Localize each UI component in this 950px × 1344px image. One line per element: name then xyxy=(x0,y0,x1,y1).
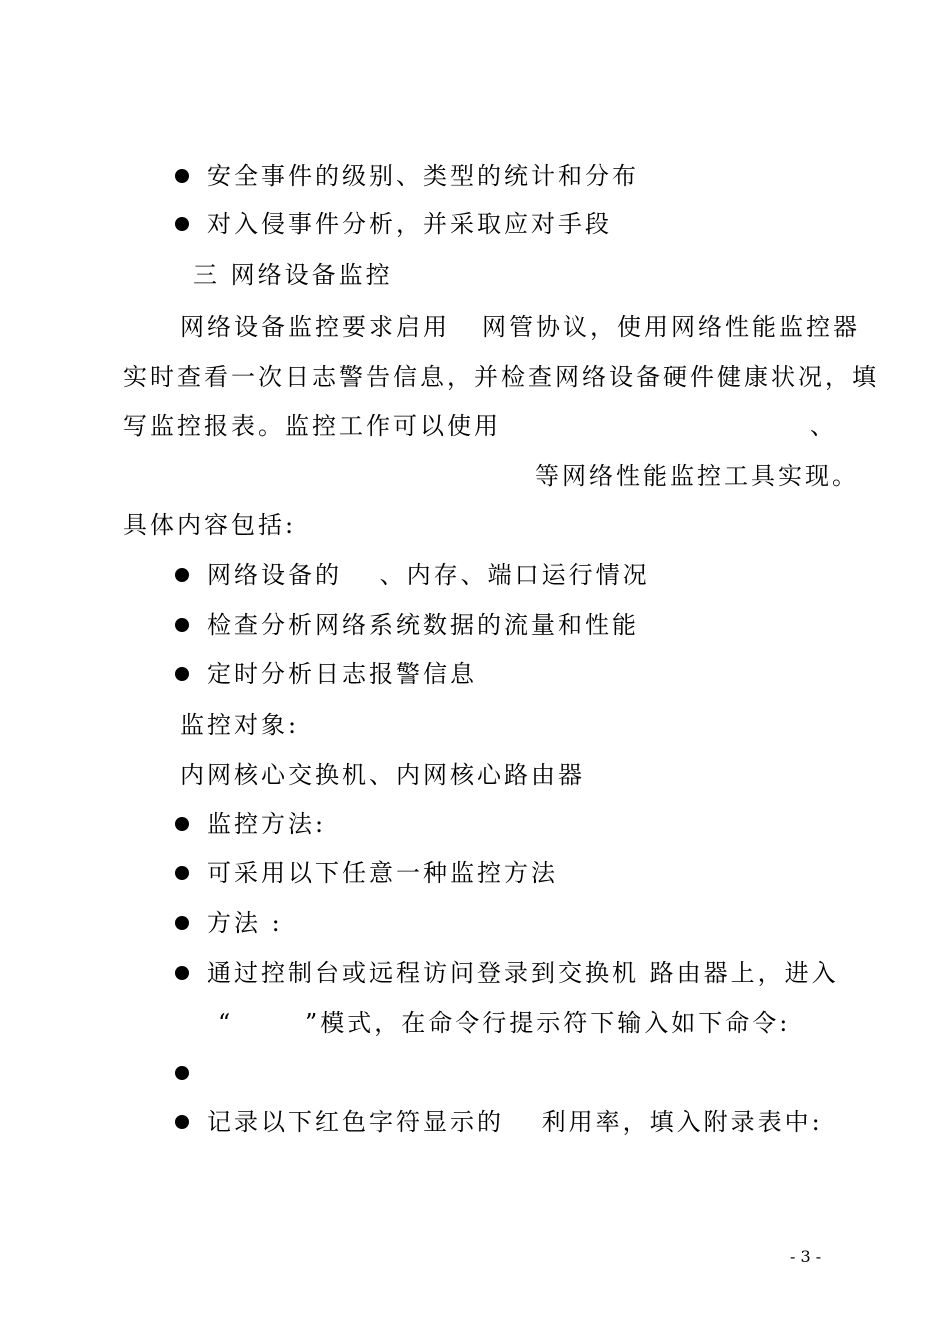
mode-line-rest: ”模式，在命令行提示符下输入如下命令: xyxy=(305,1009,791,1037)
list-item: 定时分析日志报警信息 xyxy=(207,660,477,688)
bullet-icon xyxy=(175,866,189,880)
paragraph-line-2: 实时查看一次日志警告信息，并检查网络设备硬件健康状况，填 xyxy=(123,363,879,391)
list-item: 可采用以下任意一种监控方法 xyxy=(207,859,558,887)
paragraph-line-1b: 网管协议，使用网络性能监控器 xyxy=(482,313,860,341)
bullet-icon xyxy=(175,1066,189,1080)
list-item: 方法 : xyxy=(207,909,283,937)
bullet-icon xyxy=(175,568,189,582)
list-item: 监控方法: xyxy=(207,810,327,838)
list-item: 记录以下红色字符显示的 利用率，填入附录表中: xyxy=(207,1108,823,1136)
monitor-target-label: 监控对象: xyxy=(180,711,300,739)
list-item: 检查分析网络系统数据的流量和性能 xyxy=(207,611,639,639)
bullet-icon xyxy=(175,1115,189,1129)
bullet-icon xyxy=(175,217,189,231)
bullet-icon xyxy=(175,916,189,930)
bullet-icon xyxy=(175,618,189,632)
bullet-icon xyxy=(175,817,189,831)
paragraph-line-1a: 网络设备监控要求启用 xyxy=(180,313,450,341)
paragraph-line-3a: 写监控报表。监控工作可以使用 xyxy=(123,412,501,440)
content-intro: 具体内容包括: xyxy=(123,511,297,539)
list-item: 对入侵事件分析，并采取应对手段 xyxy=(207,210,612,238)
bullet-icon xyxy=(175,667,189,681)
paragraph-line-3b: 、 xyxy=(810,412,837,440)
mode-line-open-quote: “ xyxy=(218,1009,234,1037)
list-item: 网络设备的 、内存、端口运行情况 xyxy=(207,561,650,589)
section-heading: 三 网络设备监控 xyxy=(193,261,393,289)
page-number: - 3 - xyxy=(790,1247,822,1266)
paragraph-line-4: 等网络性能监控工具实现。 xyxy=(535,462,859,490)
bullet-icon xyxy=(175,966,189,980)
bullet-icon xyxy=(175,169,189,183)
list-item: 安全事件的级别、类型的统计和分布 xyxy=(207,162,639,190)
list-item: 通过控制台或远程访问登录到交换机 路由器上，进入 xyxy=(207,959,839,987)
monitor-target-value: 内网核心交换机、内网核心路由器 xyxy=(180,761,585,789)
